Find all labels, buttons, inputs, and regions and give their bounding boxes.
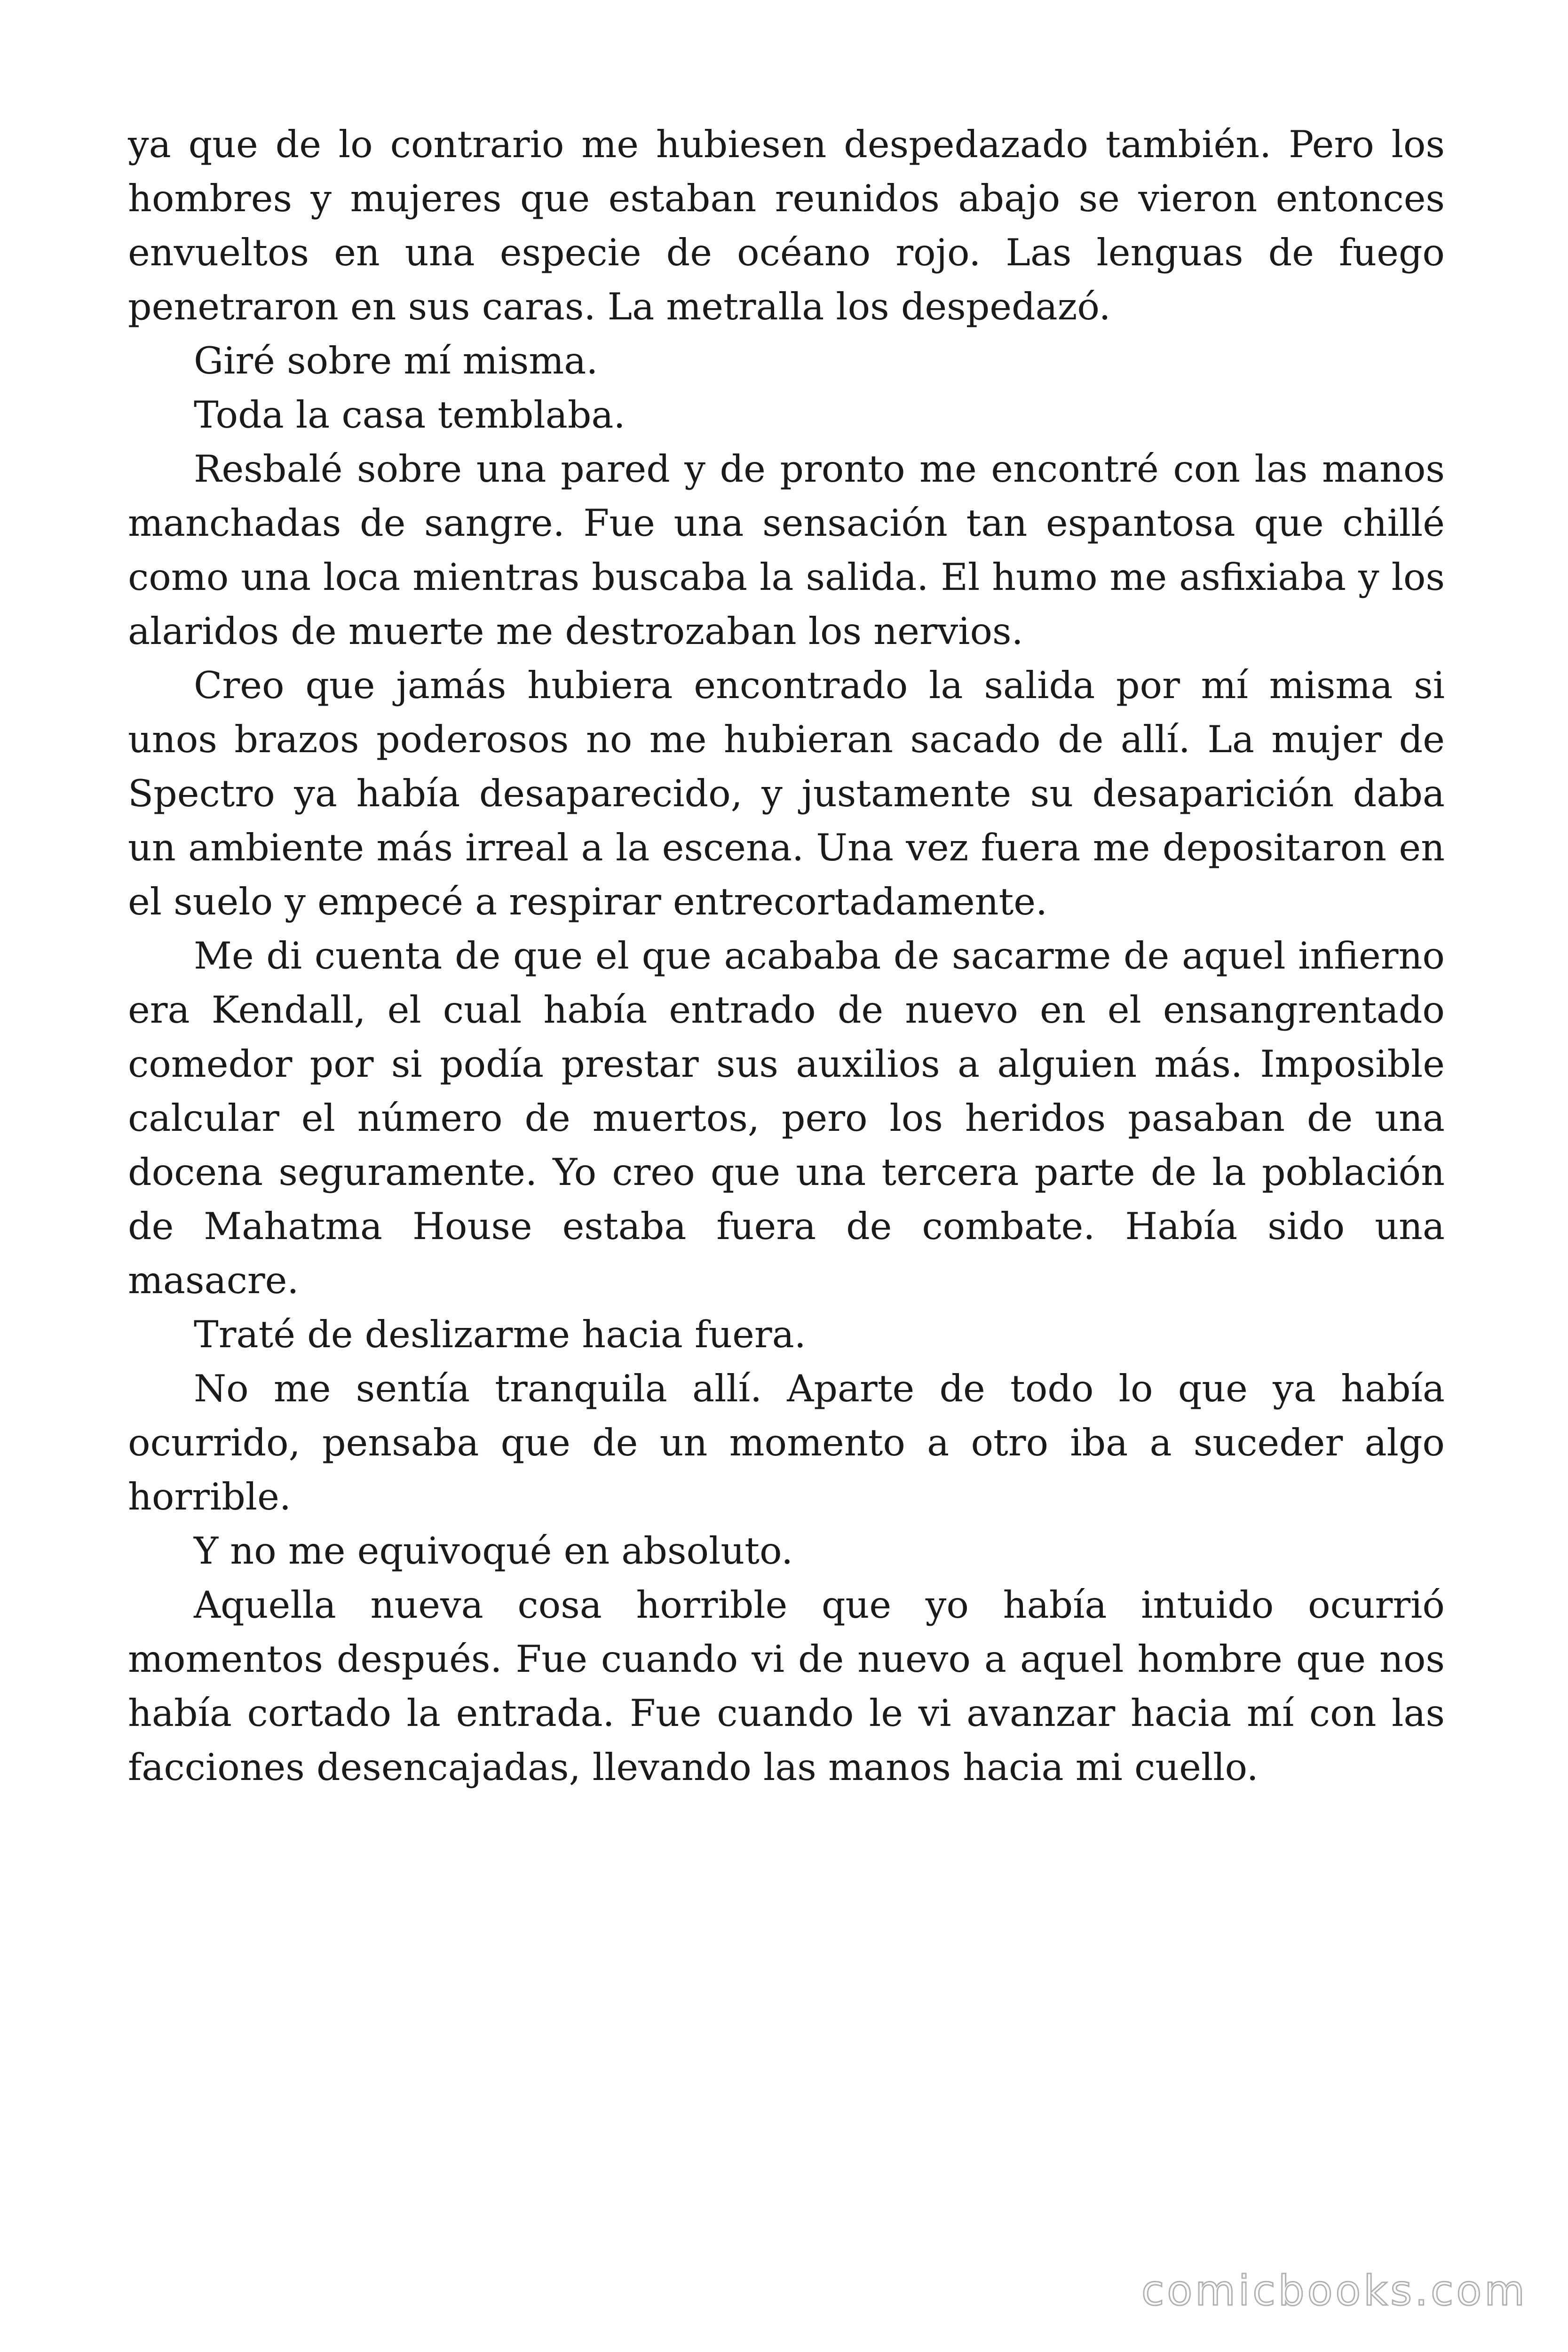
paragraph: Resbalé sobre una pared y de pronto me encontré con las manos manchadas de sangre. Fue una sensación tan espantosa que chillé como una loca mientras buscaba la salida. El humo me asfixiaba y los alaridos de muerte me destrozaban los nervios. (128, 447, 1445, 653)
paragraph: Giré sobre mí misma. (194, 339, 598, 382)
paragraph: Creo que jamás hubiera encontrado la salida por mí misma si unos brazos poderosos no me hubieran sacado de allí. La mujer de Spectro ya había desaparecido, y justamente su desaparición daba un ambiente más irreal a la escena. Una vez fuera me depositaron en el suelo y empecé a respirar entrecortadamente. (128, 664, 1445, 923)
paragraph: Toda la casa temblaba. (194, 393, 626, 437)
paragraph: Traté de deslizarme hacia fuera. (194, 1313, 806, 1356)
paragraph: No me sentía tranquila allí. Aparte de todo lo que ya había ocurrido, pensaba que de un momento a otro iba a suceder algo horrible. (128, 1367, 1445, 1518)
paragraph: Y no me equivoqué en absoluto. (194, 1529, 793, 1573)
paragraph: Me di cuenta de que el que acababa de sacarme de aquel infierno era Kendall, el cual había entrado de nuevo en el ensangrentado comedor por si podía prestar sus auxilios a alguien más. Imposible calcular el número de muertos, pero los heridos pasaban de una docena seguramente. Yo creo que una tercera parte de la población de Mahatma House estaba fuera de combate. Había sido una masacre. (128, 934, 1445, 1302)
paragraph: ya que de lo contrario me hubiesen despedazado también. Pero los hombres y mujeres que estaban reunidos abajo se vieron entonces envueltos en una especie de océano rojo. Las lenguas de fuego penetraron en sus caras. La metralla los despedazó. (128, 123, 1445, 328)
watermark: comicbooks.com (1141, 2266, 1528, 2315)
paragraph: Aquella nueva cosa horrible que yo había intuido ocurrió momentos después. Fue cuando vi de nuevo a aquel hombre que nos había cortado la entrada. Fue cuando le vi avanzar hacia mí con las facciones desencajadas, llevando las manos hacia mi cuello. (128, 1583, 1445, 1789)
body-text (128, 118, 1445, 1795)
